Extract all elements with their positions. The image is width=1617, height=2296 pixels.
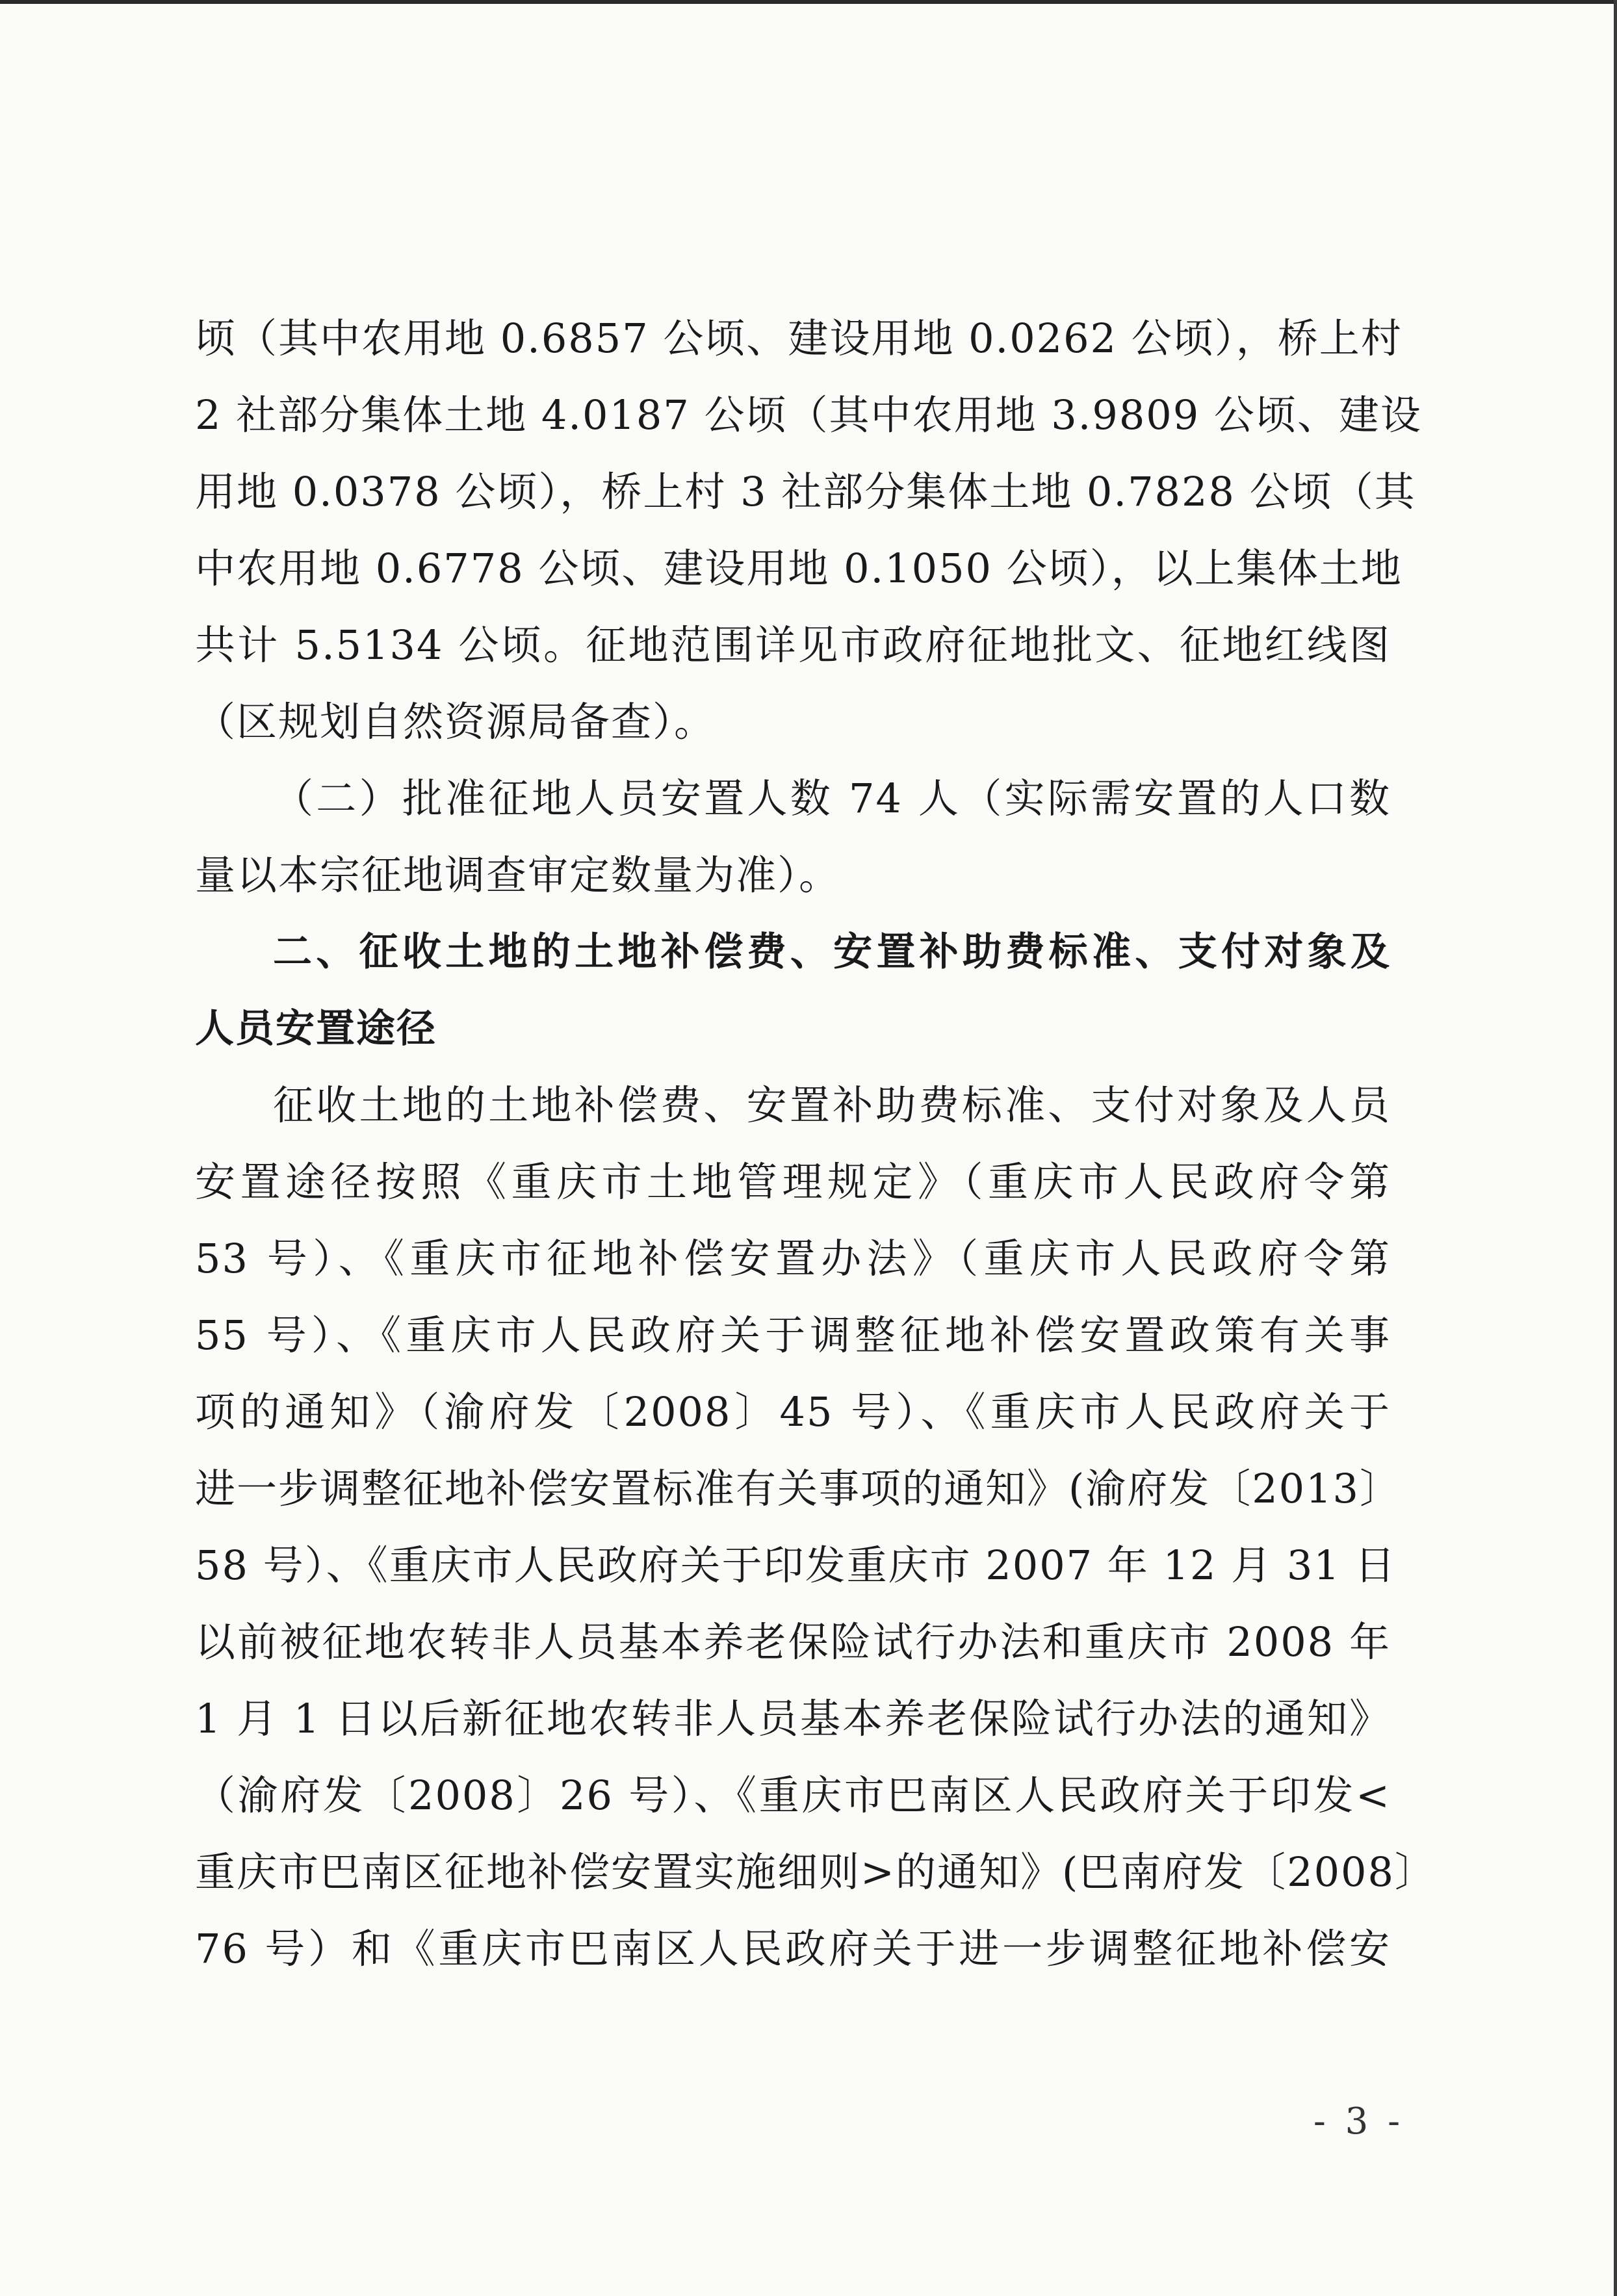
page-number: - 3 - — [1313, 2100, 1404, 2143]
paragraph-first-line: 征收土地的土地补偿费、安置补助费标准、支付对象及人员 — [273, 1081, 1391, 1129]
body-text-line: 2 社部分集体土地 4.0187 公顷（其中农用地 3.9809 公顷、建设 — [195, 391, 1422, 439]
section-heading: 二、征收土地的土地补偿费、安置补助费标准、支付对象及 — [273, 929, 1391, 975]
paragraph-first-line: （二）批准征地人员安置人数 74 人（实际需安置的人口数 — [273, 775, 1391, 822]
body-text-line: （区规划自然资源局备查）。 — [195, 698, 716, 745]
body-text-line: （渝府发〔2008〕26 号）、《重庆市巴南区人民政府关于印发< — [195, 1772, 1391, 1819]
scan-border-right — [1614, 0, 1617, 2296]
body-text-line: 76 号）和《重庆市巴南区人民政府关于进一步调整征地补偿安 — [195, 1925, 1391, 1972]
body-text-line: 53 号）、《重庆市征地补偿安置办法》（重庆市人民政府令第 — [195, 1235, 1391, 1282]
body-text-line: 共计 5.5134 公顷。征地范围详见市政府征地批文、征地红线图 — [195, 621, 1391, 669]
body-text-line: 58 号）、《重庆市人民政府关于印发重庆市 2007 年 12 月 31 日 — [195, 1541, 1397, 1589]
body-text-line: 顷（其中农用地 0.6857 公顷、建设用地 0.0262 公顷），桥上村 — [195, 315, 1403, 362]
body-text-line: 1 月 1 日以后新征地农转非人员基本养老保险试行办法的通知》 — [195, 1695, 1391, 1742]
body-text-line: 以前被征地农转非人员基本养老保险试行办法和重庆市 2008 年 — [195, 1618, 1391, 1666]
section-heading-continued: 人员安置途径 — [195, 1006, 437, 1051]
body-text-line: 安置途径按照《重庆市土地管理规定》（重庆市人民政府令第 — [195, 1158, 1391, 1206]
body-text-line: 项的通知》（渝府发〔2008〕45 号）、《重庆市人民政府关于 — [195, 1388, 1391, 1436]
body-text-line: 55 号）、《重庆市人民政府关于调整征地补偿安置政策有关事 — [195, 1311, 1391, 1359]
scan-border-top — [0, 0, 1617, 4]
body-text-line: 量以本宗征地调查审定数量为准）。 — [195, 851, 841, 899]
body-text-line: 中农用地 0.6778 公顷、建设用地 0.1050 公顷），以上集体土地 — [195, 545, 1403, 592]
body-text-line: 重庆市巴南区征地补偿安置实施细则>的通知》(巴南府发〔2008〕 — [195, 1848, 1436, 1896]
body-text-line: 进一步调整征地补偿安置标准有关事项的通知》(渝府发〔2013〕 — [195, 1465, 1401, 1512]
body-text-line: 用地 0.0378 公顷），桥上村 3 社部分集体土地 0.7828 公顷（其 — [195, 468, 1416, 515]
